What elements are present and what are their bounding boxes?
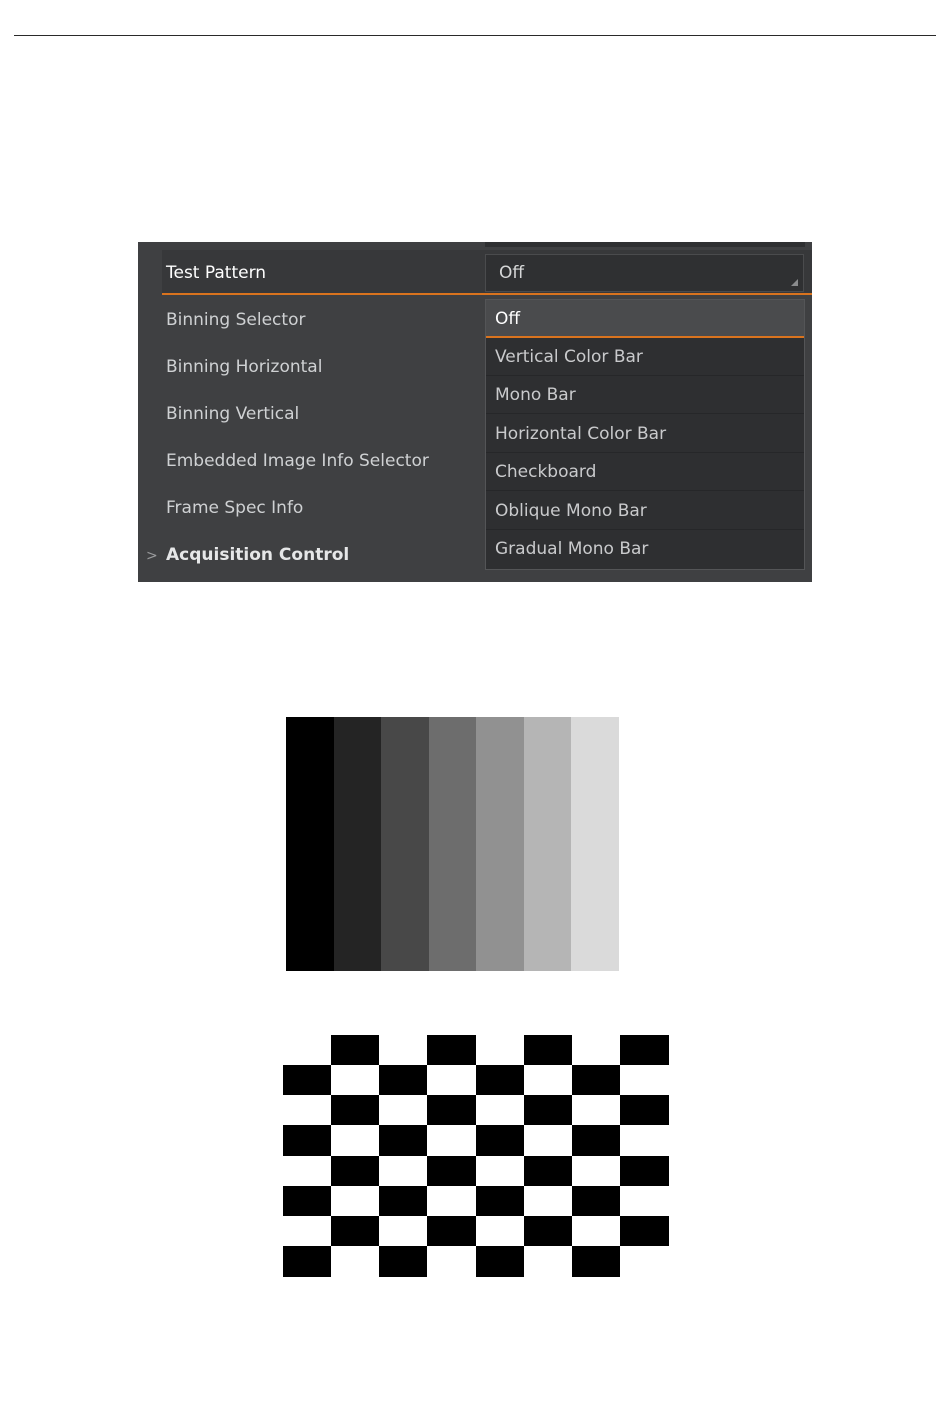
checker-cell: [572, 1035, 621, 1066]
row-frame-spec-info-label[interactable]: Frame Spec Info: [166, 498, 304, 518]
checker-cell: [331, 1095, 380, 1126]
checker-cell: [379, 1246, 428, 1277]
dropdown-option-horizontal-color-bar[interactable]: Horizontal Color Bar: [486, 415, 804, 453]
dropdown-option-vertical-color-bar[interactable]: Vertical Color Bar: [486, 338, 804, 376]
checker-cell: [283, 1035, 332, 1066]
checker-cell: [524, 1246, 573, 1277]
checker-cell: [283, 1125, 332, 1156]
dropdown-option-checkboard[interactable]: Checkboard: [486, 453, 804, 491]
checker-cell: [620, 1035, 669, 1066]
checker-cell: [620, 1186, 669, 1217]
checker-cell: [427, 1216, 476, 1247]
checker-cell: [476, 1065, 525, 1096]
mono-bar-stripe: [476, 717, 524, 971]
mono-bar-pattern-image: [286, 717, 619, 971]
feature-tree-panel: [138, 242, 812, 582]
resize-grip-icon: [791, 279, 798, 286]
row-binning-vertical-label[interactable]: Binning Vertical: [166, 404, 300, 424]
mono-bar-stripe: [429, 717, 477, 971]
checker-cell: [620, 1125, 669, 1156]
row-embedded-image-info-selector-label[interactable]: Embedded Image Info Selector: [166, 451, 429, 471]
checker-cell: [331, 1216, 380, 1247]
checker-cell: [427, 1246, 476, 1277]
checker-cell: [379, 1125, 428, 1156]
checker-cell: [427, 1156, 476, 1187]
checker-cell: [524, 1216, 573, 1247]
checker-cell: [620, 1246, 669, 1277]
checker-cell: [427, 1186, 476, 1217]
checker-cell: [572, 1156, 621, 1187]
mono-bar-stripe: [286, 717, 334, 971]
checker-cell: [379, 1065, 428, 1096]
checker-cell: [476, 1246, 525, 1277]
checker-cell: [379, 1216, 428, 1247]
checker-cell: [427, 1065, 476, 1096]
checker-cell: [427, 1035, 476, 1066]
test-pattern-select[interactable]: [485, 254, 804, 292]
page-header-rule: [14, 35, 936, 36]
checker-cell: [476, 1095, 525, 1126]
checker-cell: [524, 1065, 573, 1096]
checker-cell: [572, 1095, 621, 1126]
checker-cell: [476, 1035, 525, 1066]
checker-cell: [283, 1156, 332, 1187]
checker-cell: [379, 1186, 428, 1217]
checker-cell: [620, 1156, 669, 1187]
checker-cell: [427, 1125, 476, 1156]
mono-bar-stripe: [334, 717, 382, 971]
chevron-right-icon[interactable]: >: [146, 548, 158, 564]
checker-cell: [331, 1065, 380, 1096]
test-pattern-current-value: Off: [499, 263, 525, 283]
checker-cell: [524, 1035, 573, 1066]
panel-top-strip: [485, 242, 805, 247]
checker-cell: [331, 1246, 380, 1277]
mono-bar-stripe: [571, 717, 619, 971]
checker-cell: [572, 1216, 621, 1247]
checker-cell: [620, 1065, 669, 1096]
dropdown-option-mono-bar[interactable]: Mono Bar: [486, 376, 804, 414]
checkerboard-pattern-image: [283, 1035, 668, 1276]
checker-cell: [476, 1156, 525, 1187]
dropdown-option-off[interactable]: Off: [486, 300, 804, 338]
checker-cell: [524, 1156, 573, 1187]
checker-cell: [620, 1216, 669, 1247]
row-test-pattern-label[interactable]: Test Pattern: [166, 263, 267, 283]
checker-cell: [283, 1095, 332, 1126]
checker-cell: [331, 1186, 380, 1217]
checker-cell: [572, 1246, 621, 1277]
checker-cell: [427, 1095, 476, 1126]
checker-cell: [283, 1065, 332, 1096]
checker-cell: [331, 1156, 380, 1187]
mono-bar-stripe: [381, 717, 429, 971]
selected-row-underline: [162, 293, 812, 295]
mono-bar-stripe: [524, 717, 572, 971]
checker-cell: [572, 1125, 621, 1156]
checker-cell: [476, 1186, 525, 1217]
checker-cell: [283, 1216, 332, 1247]
test-pattern-dropdown-list: [485, 299, 805, 570]
checker-cell: [476, 1216, 525, 1247]
checker-cell: [379, 1156, 428, 1187]
checker-cell: [379, 1095, 428, 1126]
checker-cell: [524, 1095, 573, 1126]
category-acquisition-control[interactable]: Acquisition Control: [166, 545, 350, 565]
dropdown-option-gradual-mono-bar[interactable]: Gradual Mono Bar: [495, 539, 649, 559]
checker-cell: [572, 1065, 621, 1096]
checker-cell: [524, 1186, 573, 1217]
checker-cell: [524, 1125, 573, 1156]
checker-cell: [572, 1186, 621, 1217]
checker-cell: [620, 1095, 669, 1126]
row-binning-selector-label[interactable]: Binning Selector: [166, 310, 306, 330]
checker-cell: [283, 1246, 332, 1277]
checker-cell: [476, 1125, 525, 1156]
row-binning-horizontal-label[interactable]: Binning Horizontal: [166, 357, 323, 377]
checker-cell: [379, 1035, 428, 1066]
dropdown-option-oblique-mono-bar[interactable]: Oblique Mono Bar: [486, 492, 804, 530]
checker-cell: [331, 1125, 380, 1156]
checker-cell: [283, 1186, 332, 1217]
checker-cell: [331, 1035, 380, 1066]
